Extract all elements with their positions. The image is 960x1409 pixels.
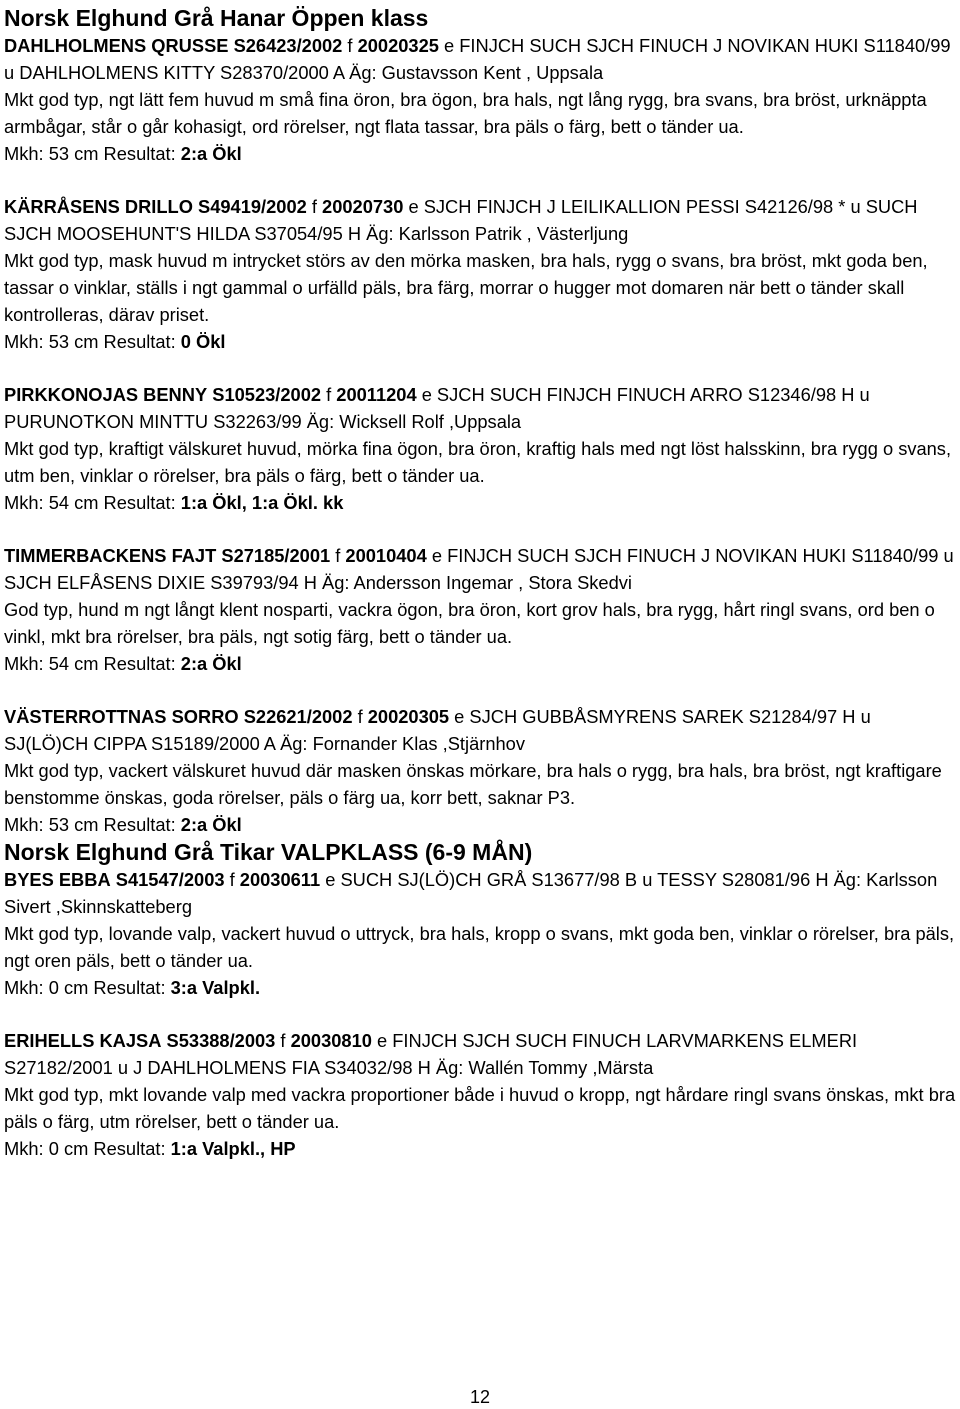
result-line: [4, 489, 956, 516]
height-label: Mkh: 0 cm Resultat:: [4, 977, 171, 998]
height-label: Mkh: 54 cm Resultat:: [4, 653, 181, 674]
document-page: [4, 4, 956, 1188]
dog-name: KÄRRÅSENS DRILLO: [4, 196, 193, 217]
result: 2:a Ökl: [180, 143, 242, 164]
section-title: Norsk Elghund Grå Tikar VALPKLASS (6-9 MÅN): [4, 839, 533, 865]
height-label: Mkh: 53 cm Resultat:: [4, 814, 181, 835]
critique: Mkt god typ, vackert välskuret huvud där masken önskas mörkare, bra hals o rygg, bra hals, bra bröst, ngt kraftigare benstomme önskas, goda rörelser, päls o färg ua, korr bett, saknar P3.: [4, 760, 942, 808]
registration-number: S41547/2003: [115, 869, 225, 890]
height-label: Mkh: 53 cm Resultat:: [4, 143, 181, 164]
critique: Mkt god typ, ngt lätt fem huvud m små fina öron, bra ögon, bra hals, ngt lång rygg, bra svans, bra bröst, urknäppta armbågar, står o går kohasigt, ord rörelser, ngt flata tassar, bra päls o färg, bett o tänder ua.: [4, 89, 927, 137]
dog-entry: [4, 542, 956, 677]
result: 1:a Valpkl., HP: [170, 1138, 296, 1159]
result-line: [4, 140, 956, 167]
page-number: 12: [469, 1387, 491, 1407]
pedigree-owner: e FINJCH SUCH SJCH FINUCH J NOVIKAN HUKI S11840/99 u DAHLHOLMENS KITTY S28370/2000 A Äg: Gustavsson Kent , Uppsala: [4, 35, 951, 83]
pedigree-owner: e SJCH SUCH FINJCH FINUCH ARRO S12346/98 H u PURUNOTKON MINTTU S32263/99 Äg: Wicksell Rolf ,Uppsala: [4, 384, 870, 432]
registration-number: S10523/2002: [212, 384, 322, 405]
registration-number: S53388/2003: [166, 1030, 276, 1051]
pedigree-owner: e FINJCH SUCH SJCH FINUCH J NOVIKAN HUKI S11840/99 u SJCH ELFÅSENS DIXIE S39793/94 H Äg: Andersson Ingemar , Stora Skedvi: [4, 545, 954, 593]
critique: Mkt god typ, mkt lovande valp med vackra proportioner både i huvud o kropp, ngt hårdare ringl svans önskas, mkt bra päls o färg, utm rörelser, bett o tänder ua.: [4, 1084, 956, 1132]
result-line: [4, 811, 956, 838]
entry-header: ERIHELLS KAJSA S53388/2003 f 20030810 e FINJCH SJCH SUCH FINUCH LARVMARKENS ELMERI S27182/2001 u J DAHLHOLMENS FIA S34032/98 H Äg: Wallén Tommy ,Märsta: [4, 1030, 858, 1078]
registration-number: S49419/2002: [198, 196, 307, 217]
dog-name: TIMMERBACKENS FAJT: [4, 545, 217, 566]
critique: Mkt god typ, lovande valp, vackert huvud o uttryck, bra hals, kropp o svans, mkt goda ben, vinklar o rörelser, bra päls, ngt oren päls, bett o tänder ua.: [4, 923, 955, 971]
entry-header: TIMMERBACKENS FAJT S27185/2001 f 20010404 e FINJCH SUCH SJCH FINUCH J NOVIKAN HUKI S11840/99 u SJCH ELFÅSENS DIXIE S39793/94 H Äg: Andersson Ingemar , Stora Skedvi: [4, 545, 954, 593]
birth-date: 20030611: [239, 869, 321, 890]
entry-header: VÄSTERROTTNAS SORRO S22621/2002 f 20020305 e SJCH GUBBÅSMYRENS SAREK S21284/97 H u SJ(LÖ)CH CIPPA S15189/2000 A Äg: Fornander Klas ,Stjärnhov: [4, 706, 871, 754]
dog-entry: [4, 193, 956, 355]
dog-entry: [4, 866, 956, 1001]
birth-date: 20011204: [336, 384, 417, 405]
result: 3:a Valpkl.: [170, 977, 261, 998]
entry-header: KÄRRÅSENS DRILLO S49419/2002 f 20020730 e SJCH FINJCH J LEILIKALLION PESSI S42126/98 * u SUCH SJCH MOOSEHUNT'S HILDA S37054/95 H Äg: Karlsson Patrik , Västerljung: [4, 196, 918, 244]
dog-name: ERIHELLS KAJSA: [4, 1030, 162, 1051]
critique: Mkt god typ, mask huvud m intrycket störs av den mörka masken, bra hals, rygg o svans, bra bröst, mkt goda ben, tassar o vinklar, ställs i ngt gammal o urfälld päls, bra färg, morrar o hugger mot domaren när bett o tänder skall kontrolleras, därav priset.: [4, 250, 928, 325]
result: 1:a Ökl, 1:a Ökl. kk: [180, 492, 344, 513]
entry-header: BYES EBBA S41547/2003 f 20030611 e SUCH SJ(LÖ)CH GRÅ S13677/98 B u TESSY S28081/96 H Äg: Karlsson Sivert ,Skinnskatteberg: [4, 869, 938, 917]
registration-number: S27185/2001: [221, 545, 331, 566]
height-label: Mkh: 54 cm Resultat:: [4, 492, 181, 513]
dog-name: DAHLHOLMENS QRUSSE: [4, 35, 229, 56]
critique: God typ, hund m ngt långt klent nosparti, vackra ögon, bra öron, kort grov hals, bra rygg, hårt ringl svans, ord ben o vinkl, mkt bra rörelser, bra päls, ngt sotig färg, bett o tänder ua.: [4, 599, 935, 647]
dog-entry: [4, 32, 956, 167]
pedigree-owner: e FINJCH SJCH SUCH FINUCH LARVMARKENS ELMERI S27182/2001 u J DAHLHOLMENS FIA S34032/98 H Äg: Wallén Tommy ,Märsta: [4, 1030, 858, 1078]
result-line: [4, 1135, 956, 1162]
birth-date: 20020305: [367, 706, 450, 727]
pedigree-owner: e SJCH GUBBÅSMYRENS SAREK S21284/97 H u SJ(LÖ)CH CIPPA S15189/2000 A Äg: Fornander Klas ,Stjärnhov: [4, 706, 871, 754]
result: 2:a Ökl: [180, 653, 242, 674]
dog-name: VÄSTERROTTNAS SORRO: [4, 706, 239, 727]
dog-name: BYES EBBA: [4, 869, 111, 890]
result-line: [4, 328, 956, 355]
height-label: Mkh: 0 cm Resultat:: [4, 1138, 171, 1159]
section-title: Norsk Elghund Grå Hanar Öppen klass: [4, 5, 429, 31]
entry-header: PIRKKONOJAS BENNY S10523/2002 f 20011204 e SJCH SUCH FINJCH FINUCH ARRO S12346/98 H u PURUNOTKON MINTTU S32263/99 Äg: Wicksell Rolf ,Uppsala: [4, 384, 870, 432]
birth-date: 20010404: [345, 545, 427, 566]
registration-number: S22621/2002: [243, 706, 353, 727]
birth-date: 20030810: [290, 1030, 372, 1051]
birth-date: 20020325: [357, 35, 439, 56]
critique: Mkt god typ, kraftigt välskuret huvud, mörka fina ögon, bra öron, kraftig hals med ngt löst halsskinn, bra rygg o svans, utm ben, vinklar o rörelser, bra päls o färg, bett o tänder ua.: [4, 438, 952, 486]
pedigree-owner: e SUCH SJ(LÖ)CH GRÅ S13677/98 B u TESSY S28081/96 H Äg: Karlsson Sivert ,Skinnskatteberg: [4, 869, 938, 917]
result-line: [4, 974, 956, 1001]
pedigree-owner: e SJCH FINJCH J LEILIKALLION PESSI S42126/98 * u SUCH SJCH MOOSEHUNT'S HILDA S37054/95 H Äg: Karlsson Patrik , Västerljung: [4, 196, 918, 244]
height-label: Mkh: 53 cm Resultat:: [4, 331, 181, 352]
dog-entry: [4, 381, 956, 516]
result: 0 Ökl: [180, 331, 226, 352]
dog-name: PIRKKONOJAS BENNY: [4, 384, 208, 405]
dog-entry: [4, 1027, 956, 1162]
entry-header: DAHLHOLMENS QRUSSE S26423/2002 f 20020325 e FINJCH SUCH SJCH FINUCH J NOVIKAN HUKI S11840/99 u DAHLHOLMENS KITTY S28370/2000 A Äg: Gustavsson Kent , Uppsala: [4, 35, 951, 83]
registration-number: S26423/2002: [233, 35, 343, 56]
result-line: [4, 650, 956, 677]
birth-date: 20020730: [322, 196, 404, 217]
result: 2:a Ökl: [180, 814, 242, 835]
dog-entry: [4, 703, 956, 838]
